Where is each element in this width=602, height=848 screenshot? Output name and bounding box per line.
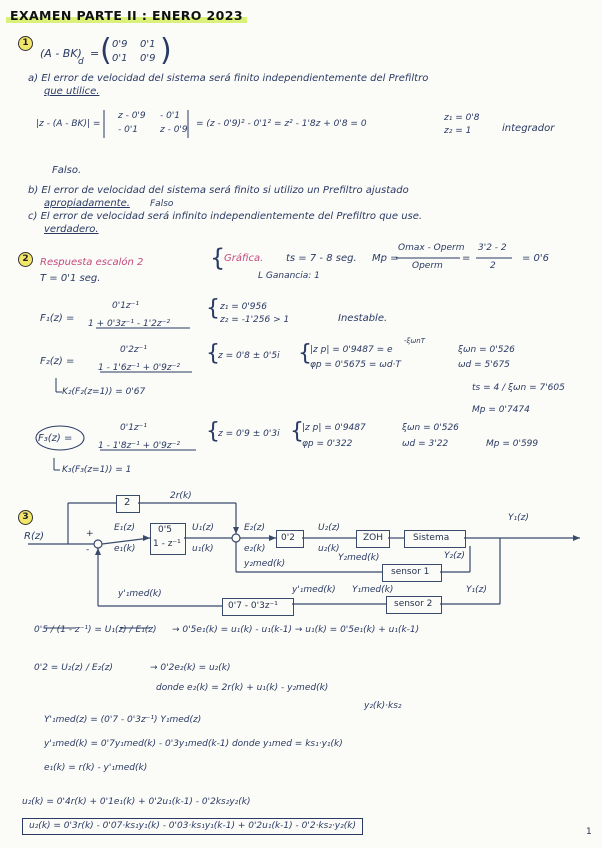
- problem-2-marker: 2: [18, 252, 33, 267]
- f3-gain: K₃(F₃(z=1)) = 1: [62, 465, 132, 475]
- f3-angle: φp = 0'322: [302, 439, 353, 449]
- signal-2r: 2r(k): [170, 491, 192, 501]
- u2-label: U₂(z): [318, 523, 340, 533]
- f2-label: F₂(z) =: [40, 356, 75, 367]
- eq-h-final: u₂(k) = 0'3r(k) - 0'07·ks₁y₁(k) - 0'03·ks₁y₁(k-1) + 0'2u₁(k-1) - 0'2·ks₂·y₂(k): [22, 818, 363, 835]
- brace: {: [206, 419, 220, 444]
- u1-label: U₁(z): [192, 523, 214, 533]
- p2-eq: =: [462, 253, 471, 264]
- f2-wd: ωd = 5'675: [458, 360, 510, 370]
- brace: {: [206, 341, 220, 366]
- f1-pole2: z₂ = -1'256 > 1: [220, 315, 290, 325]
- sum1-sign-minus: -: [86, 545, 90, 555]
- page-title: EXAMEN PARTE II : ENERO 2023: [6, 10, 247, 23]
- f1-den: 1 + 0'3z⁻¹ - 1'2z⁻²: [88, 319, 170, 329]
- eq-a-left: 0'5 / (1 - z⁻¹) = U₁(z) / E₁(z): [34, 625, 157, 635]
- eq-g: u₂(k) = 0'4r(k) + 0'1e₁(k) + 0'2u₁(k-1) - 0'2ks₂y₂(k): [22, 797, 251, 807]
- p2-sampling: T = 0'1 seg.: [40, 273, 101, 284]
- plant-label: Sistema: [413, 533, 450, 543]
- y2-label: Y₂(z): [444, 551, 465, 561]
- det-11: z - 0'9: [118, 111, 146, 121]
- brace: {: [206, 296, 220, 321]
- f2-angle: φp = 0'5675 = ωd·T: [310, 360, 401, 370]
- eq-c: donde e₂(k) = 2r(k) + u₁(k) - y₂med(k): [156, 683, 329, 693]
- input-r: R(z): [24, 531, 44, 542]
- q1b-answer: Falso: [150, 199, 174, 209]
- q1b-line2: apropiadamente.: [44, 198, 130, 209]
- q1c-line2: verdadero.: [44, 224, 99, 235]
- det-left: |z - (A - BK)| =: [36, 119, 101, 129]
- f3-wd: ωd = 3'22: [402, 439, 449, 449]
- f3-den: 1 - 1'8z⁻¹ + 0'9z⁻²: [98, 441, 180, 451]
- u2k-label: u₂(k): [318, 544, 340, 554]
- eq-c2: y₂(k)·ks₂: [364, 701, 402, 711]
- matrix-paren-right: ): [160, 33, 172, 68]
- controller-den: 1 - z⁻¹: [153, 539, 181, 549]
- f1-pole1: z₁ = 0'956: [220, 302, 267, 312]
- matrix-m12: 0'1: [140, 39, 156, 50]
- y1imed-feedback-label: y'₁med(k): [118, 589, 162, 599]
- sensor-1-label: sensor 1: [391, 567, 430, 577]
- f1-label: F₁(z) =: [40, 313, 75, 324]
- p2-grafica: Gráfica.: [224, 253, 264, 264]
- f2-xi: ξωn = 0'526: [458, 345, 515, 355]
- problem-3-marker: 3: [18, 510, 33, 525]
- p2-mp-num2: 3'2 - 2: [478, 243, 507, 253]
- y2med-label: Y₂med(k): [338, 553, 380, 563]
- e1k-label: e₁(k): [114, 544, 136, 554]
- output-y1: Y₁(z): [508, 513, 529, 523]
- root-2: z₂ = 1: [444, 126, 472, 136]
- filter-label: 0'7 - 0'3z⁻¹: [228, 601, 278, 611]
- matrix-lhs: (A - BK): [40, 47, 82, 60]
- det-right: = (z - 0'9)² - 0'1² = z² - 1'8z + 0'8 = 0: [196, 119, 367, 129]
- brace: {: [210, 244, 226, 272]
- controller-num: 0'5: [158, 525, 172, 535]
- det-12: - 0'1: [160, 111, 181, 121]
- gain-2-label: 2: [124, 497, 131, 508]
- sum1-sign-plus: +: [86, 529, 94, 539]
- sensor-2-label: sensor 2: [394, 599, 433, 609]
- q1b-line1: b) El error de velocidad del sistema será finito si utilizo un Prefiltro ajustado: [28, 185, 409, 196]
- equals: =: [90, 47, 100, 60]
- f2-gain: K₂(F₂(z=1)) = 0'67: [62, 387, 146, 397]
- y2medk-label: y₂med(k): [244, 559, 286, 569]
- gain-block-label: 0'2: [281, 533, 295, 543]
- f2-den: 1 - 1'6z⁻¹ + 0'9z⁻²: [98, 363, 180, 373]
- matrix-m21: 0'1: [112, 53, 128, 64]
- p2-mp-num: Omax - Operm: [398, 243, 465, 253]
- matrix-m11: 0'9: [112, 39, 128, 50]
- eq-a-right: → 0'5e₁(k) = u₁(k) - u₁(k-1) → u₁(k) = 0'5e₁(k) + u₁(k-1): [172, 625, 420, 635]
- q1a-line2: que utilice.: [44, 86, 100, 97]
- matrix-sub: d: [78, 57, 84, 67]
- e1-label: E₁(z): [114, 523, 136, 533]
- y1med-label: Y₁med(k): [352, 585, 394, 595]
- det-21: - 0'1: [118, 125, 139, 135]
- f3-label: F₃(z) =: [38, 433, 73, 444]
- eq-e: y'₁med(k) = 0'7y₁med(k) - 0'3y₁med(k-1) donde y₁med = ks₁·y₁(k): [44, 739, 343, 749]
- problem-1-marker: 1: [18, 36, 33, 51]
- f2-magnitude: |z p| = 0'9487 = e: [310, 345, 393, 355]
- brace: {: [298, 341, 312, 366]
- f3-xi: ξωn = 0'526: [402, 423, 459, 433]
- matrix-m22: 0'9: [140, 53, 156, 64]
- p2-ts: ts = 7 - 8 seg.: [286, 253, 357, 264]
- f3-magnitude: |z p| = 0'9487: [302, 423, 366, 433]
- f3-poles: z = 0'9 ± 0'3i: [218, 429, 280, 439]
- u1k-label: u₁(k): [192, 544, 214, 554]
- zoh-label: ZOH: [363, 533, 384, 543]
- eq-d: Y'₁med(z) = (0'7 - 0'3z⁻¹) Y₁med(z): [44, 715, 202, 725]
- f3-mp: Mp = 0'599: [486, 439, 539, 449]
- p2-header: Respuesta escalón 2: [40, 257, 144, 268]
- f3-num: 0'1z⁻¹: [120, 423, 148, 433]
- f2-exponent: -ξωnT: [404, 337, 426, 345]
- e2k-label: e₂(k): [244, 544, 266, 554]
- e2-label: E₂(z): [244, 523, 266, 533]
- p2-mp-den2: 2: [490, 261, 496, 271]
- f1-unstable-note: Inestable.: [338, 313, 388, 324]
- f2-num: 0'2z⁻¹: [120, 345, 148, 355]
- p2-mp-value: = 0'6: [522, 253, 550, 264]
- p2-gain: L Ganancia: 1: [258, 271, 320, 281]
- mp-result: Mp = 0'7474: [472, 405, 530, 415]
- q1a-answer: Falso.: [52, 165, 82, 176]
- f2-poles: z = 0'8 ± 0'5i: [218, 351, 280, 361]
- eq-b-right: → 0'2e₂(k) = u₂(k): [150, 663, 231, 673]
- ts-result: ts = 4 / ξωn = 7'605: [472, 383, 565, 393]
- page-number: 1: [586, 827, 592, 837]
- f1-num: 0'1z⁻¹: [112, 301, 140, 311]
- integrator-note: integrador: [502, 123, 555, 134]
- matrix-paren-left: (: [100, 33, 112, 68]
- p2-mp-den: Operm: [412, 261, 443, 271]
- y1imed-label: y'₁med(k): [292, 585, 336, 595]
- root-1: z₁ = 0'8: [444, 113, 480, 123]
- p2-mp: Mp =: [372, 253, 399, 264]
- brace: {: [290, 419, 304, 444]
- eq-f: e₁(k) = r(k) - y'₁med(k): [44, 763, 148, 773]
- y1b-label: Y₁(z): [466, 585, 487, 595]
- det-22: z - 0'9: [160, 125, 188, 135]
- q1c-line1: c) El error de velocidad será infinito independientemente del Prefiltro que use.: [28, 211, 423, 222]
- eq-b-left: 0'2 = U₂(z) / E₂(z): [34, 663, 113, 673]
- q1a-line1: a) El error de velocidad del sistema será finito independientemente del Prefiltro: [28, 73, 429, 84]
